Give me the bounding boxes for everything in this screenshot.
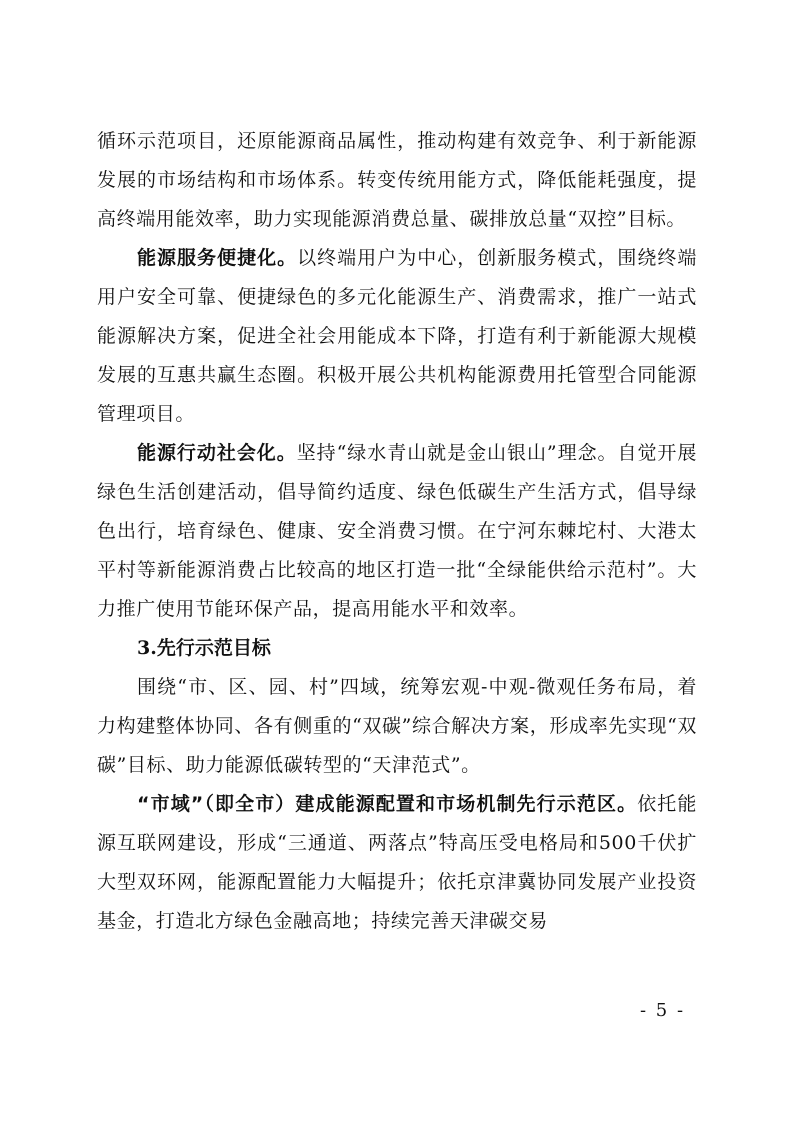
section-heading: 3.先行示范目标 — [137, 637, 271, 659]
paragraph-city-domain — [97, 785, 697, 941]
paragraph-lead: “市域”（即全市）建成能源配置和市场机制先行示范区。 — [137, 793, 638, 815]
paragraph-energy-service — [97, 239, 697, 434]
body-text — [97, 122, 697, 941]
paragraph-text: 依托能源互联网建设，形成“三通道、两落点”特高压受电格局和500千伏扩大型双环网，能源配置能力大幅提升；依托京津冀协同发展产业投资基金，打造北方绿色金融高地；持续完善天津碳交易 — [97, 793, 697, 932]
paragraph-continuation — [97, 122, 697, 239]
paragraph-lead: 能源行动社会化。 — [137, 442, 297, 464]
paragraph-text: 坚持“绿水青山就是金山银山”理念。自觉开展绿色生活创建活动，倡导简约适度、绿色低碳生产生活方式，倡导绿色出行，培育绿色、健康、安全消费习惯。在宁河东棘坨村、大港太平村等新能源消费占比较高的地区打造一批“全绿能供给示范村”。大力推广使用节能环保产品，提高用能水平和效率。 — [97, 442, 697, 620]
paragraph-text: 循环示范项目，还原能源商品属性，推动构建有效竞争、利于新能源发展的市场结构和市场体系。转变传统用能方式，降低能耗强度，提高终端用能效率，助力实现能源消费总量、碳排放总量“双控”目标。 — [97, 130, 697, 230]
paragraph-text: 围绕“市、区、园、村”四域，统筹宏观-中观-微观任务布局，着力构建整体协同、各有侧重的“双碳”综合解决方案，形成率先实现“双碳”目标、助力能源低碳转型的“天津范式”。 — [97, 676, 697, 776]
paragraph-energy-action — [97, 434, 697, 629]
paragraph-four-domains — [97, 668, 697, 785]
paragraph-text: 以终端用户为中心，创新服务模式，围绕终端用户安全可靠、便捷绿色的多元化能源生产、消费需求，推广一站式能源解决方案，促进全社会用能成本下降，打造有利于新能源大规模发展的互惠共赢生态圈。积极开展公共机构能源费用托管型合同能源管理项目。 — [97, 247, 697, 425]
paragraph-lead: 能源服务便捷化。 — [137, 247, 298, 269]
page-number: - 5 - — [640, 1000, 686, 1021]
